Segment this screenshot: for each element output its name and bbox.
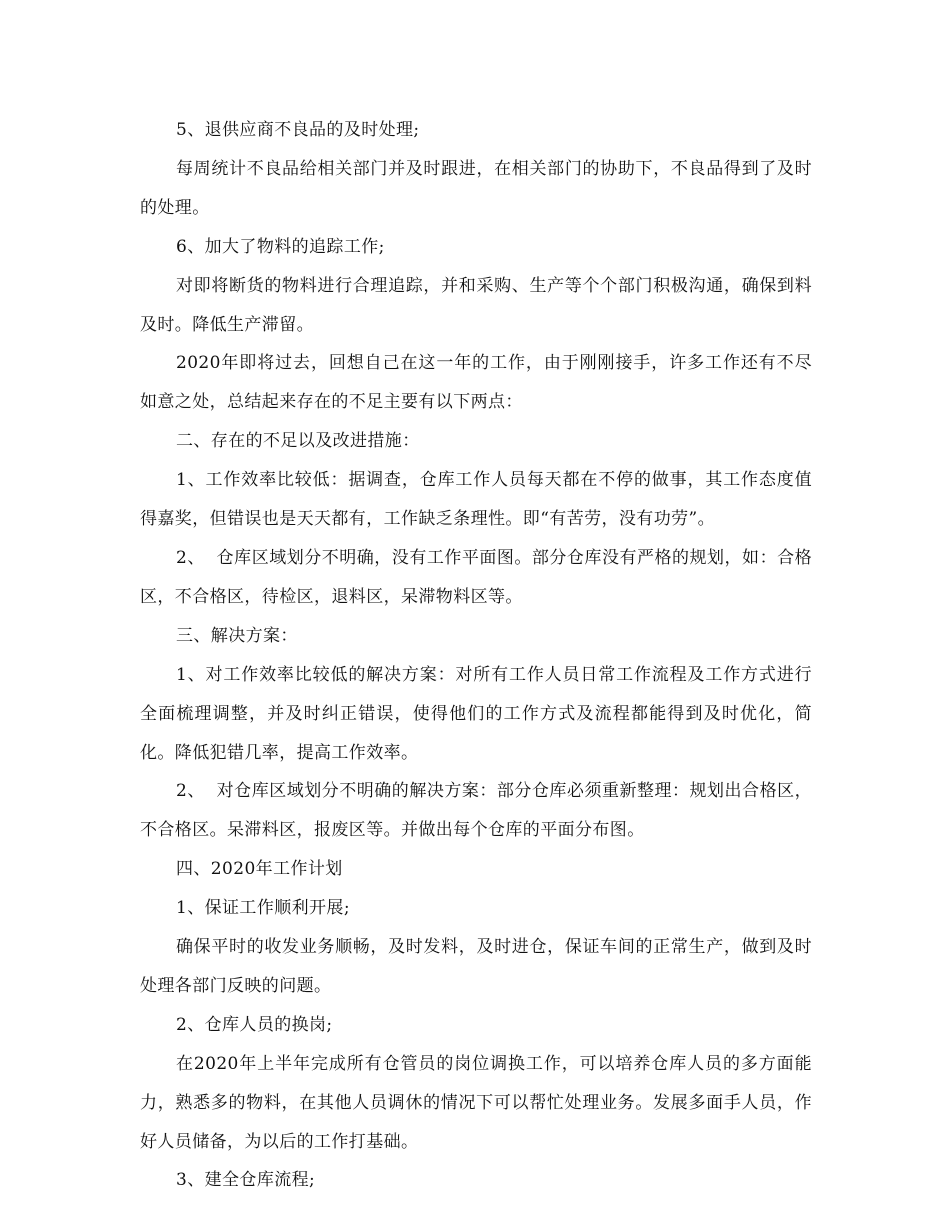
paragraph-plan-2-heading: 2、仓库人员的换岗; — [176, 1014, 333, 1035]
paragraph-shortcoming-1: 1、工作效率比较低：据调查，仓库工作人员每天都在不停的做事，其工作态度值得嘉奖，但错误也是天天都有，工作缺乏条理性。即“有苦劳，没有功劳”。 — [140, 470, 812, 530]
paragraph-solution-2: 2、 对仓库区域划分不明确的解决方案：部分仓库必须重新整理：规划出合格区，不合格区。呆滞料区，报废区等。并做出每个仓库的平面分布图。 — [140, 781, 812, 841]
section-heading-solutions: 三、解决方案： — [176, 625, 298, 646]
paragraph-year-summary: 2020年即将过去，回想自己在这一年的工作，由于刚刚接手，许多工作还有不尽如意之处，总结起来存在的不足主要有以下两点： — [140, 353, 812, 413]
paragraph-plan-1-body: 确保平时的收发业务顺畅，及时发料，及时进仓，保证车间的正常生产，做到及时处理各部门反映的问题。 — [140, 937, 812, 996]
paragraph-item-5-heading: 5、退供应商不良品的及时处理; — [176, 120, 420, 140]
document-body — [140, 111, 812, 1200]
paragraph-shortcoming-2: 2、 仓库区域划分不明确，没有工作平面图。部分仓库没有严格的规划，如：合格区，不合格区，待检区，退料区，呆滞物料区等。 — [140, 547, 812, 607]
section-heading-shortcomings: 二、存在的不足以及改进措施： — [176, 431, 420, 452]
paragraph-plan-3-heading: 3、建全仓库流程; — [176, 1170, 316, 1191]
paragraph-material-tracking: 对即将断货的物料进行合理追踪，并和采购、生产等个个部门积极沟通，确保到料及时。降低生产滞留。 — [140, 275, 812, 335]
paragraph-defective-handling: 每周统计不良品给相关部门并及时跟进，在相关部门的协助下，不良品得到了及时的处理。 — [140, 158, 812, 218]
paragraph-item-6-heading: 6、加大了物料的追踪工作; — [176, 236, 385, 257]
section-heading-work-plan: 四、2020年工作计划 — [176, 859, 343, 880]
paragraph-solution-1: 1、对工作效率比较低的解决方案：对所有工作人员日常工作流程及工作方式进行全面梳理调整，并及时纠正错误，使得他们的工作方式及流程都能得到及时优化，简化。降低犯错几率，提高工作效率。 — [140, 664, 812, 763]
paragraph-plan-1-heading: 1、保证工作顺利开展; — [176, 898, 350, 919]
paragraph-plan-2-body: 在2020年上半年完成所有仓管员的岗位调换工作，可以培养仓库人员的多方面能力，熟悉多的物料，在其他人员调休的情况下可以帮忙处理业务。发展多面手人员，作好人员储备，为以后的工作打基础。 — [140, 1053, 812, 1152]
